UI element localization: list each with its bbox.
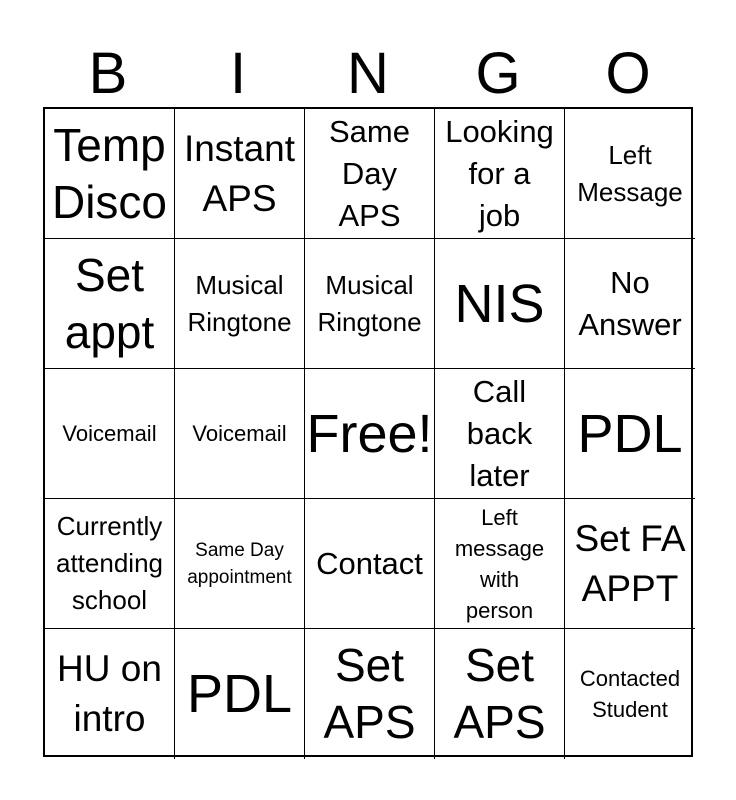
bingo-cell[interactable] bbox=[305, 369, 435, 499]
bingo-header bbox=[43, 41, 693, 106]
bingo-cell[interactable] bbox=[175, 109, 305, 239]
bingo-cell-label: Set FA APPT bbox=[574, 517, 686, 609]
bingo-cell[interactable] bbox=[305, 629, 435, 759]
header-letter-b: B bbox=[88, 41, 128, 106]
bingo-cell[interactable] bbox=[435, 109, 565, 239]
bingo-card-grid bbox=[43, 107, 693, 757]
bingo-cell[interactable] bbox=[565, 629, 695, 759]
bingo-cell[interactable] bbox=[305, 499, 435, 629]
bingo-cell-label: Instant APS bbox=[183, 127, 296, 219]
bingo-cell-label: Left message with person bbox=[454, 504, 545, 623]
header-letter-g: G bbox=[475, 41, 521, 106]
bingo-cell[interactable] bbox=[45, 629, 175, 759]
bingo-cell-label: Set APS bbox=[323, 639, 416, 748]
bingo-cell-label: Free! bbox=[306, 403, 433, 464]
bingo-cell[interactable] bbox=[45, 499, 175, 629]
bingo-cell[interactable] bbox=[435, 239, 565, 369]
bingo-cell-label: Voicemail bbox=[192, 421, 287, 446]
bingo-cell[interactable] bbox=[175, 369, 305, 499]
bingo-cell-label: Temp Disco bbox=[51, 118, 168, 228]
bingo-cell-label: No Answer bbox=[578, 264, 682, 342]
bingo-cell[interactable] bbox=[175, 499, 305, 629]
bingo-cell-label: Musical Ringtone bbox=[187, 269, 292, 337]
bingo-cell[interactable] bbox=[435, 369, 565, 499]
bingo-cell[interactable] bbox=[305, 239, 435, 369]
bingo-cell-label: Voicemail bbox=[62, 421, 157, 446]
header-letter-n: N bbox=[347, 41, 389, 106]
bingo-cell-label: PDL bbox=[577, 403, 683, 464]
header-letter-o: O bbox=[605, 41, 651, 106]
bingo-cell[interactable] bbox=[565, 499, 695, 629]
bingo-cell-label: NIS bbox=[454, 273, 545, 334]
bingo-cell-label: PDL bbox=[186, 664, 293, 724]
bingo-cell-label: HU on intro bbox=[57, 648, 162, 739]
bingo-cell[interactable] bbox=[565, 109, 695, 239]
bingo-cell-label: Set APS bbox=[453, 639, 546, 748]
bingo-cell-label: Currently attending school bbox=[56, 511, 163, 615]
bingo-cell[interactable] bbox=[565, 369, 695, 499]
header-letter-i: I bbox=[229, 41, 247, 106]
bingo-cell-label: Call back later bbox=[466, 373, 533, 493]
bingo-cell[interactable] bbox=[45, 239, 175, 369]
bingo-cell[interactable] bbox=[305, 109, 435, 239]
bingo-cell[interactable] bbox=[175, 239, 305, 369]
bingo-cell-label: Contact bbox=[316, 545, 423, 581]
bingo-cell-label: Musical Ringtone bbox=[317, 269, 422, 337]
bingo-cell[interactable] bbox=[435, 499, 565, 629]
bingo-cell-label: Same Day APS bbox=[329, 113, 410, 233]
bingo-cell[interactable] bbox=[435, 629, 565, 759]
bingo-cell-label: Same Day appointment bbox=[187, 539, 292, 588]
bingo-cell-label: Left Message bbox=[577, 139, 683, 207]
bingo-cell-label: Contacted Student bbox=[579, 666, 681, 722]
bingo-cell[interactable] bbox=[45, 369, 175, 499]
bingo-cell-label: Looking for a job bbox=[445, 113, 554, 233]
bingo-cell[interactable] bbox=[565, 239, 695, 369]
bingo-cell[interactable] bbox=[45, 109, 175, 239]
bingo-cell[interactable] bbox=[175, 629, 305, 759]
bingo-cell-label: Set appt bbox=[64, 248, 155, 358]
